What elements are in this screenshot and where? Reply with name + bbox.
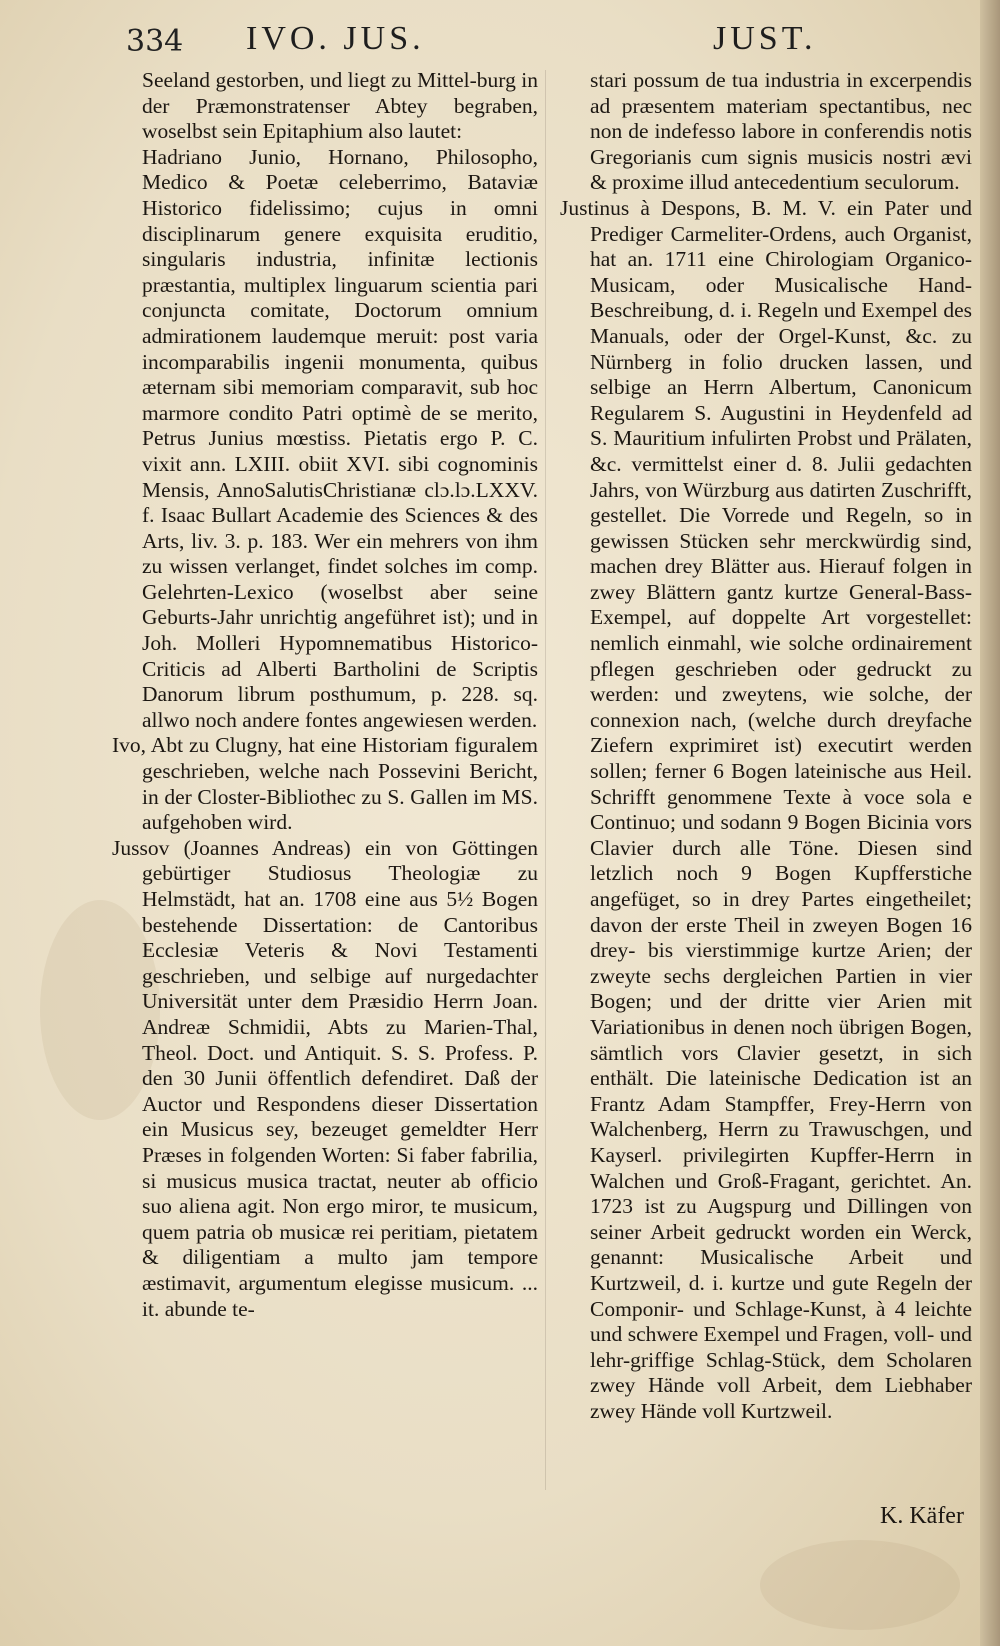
entry-justinus: Justinus à Despons, B. M. V. ein Pater und Prediger Carmeliter-Ordens, auch Organist, hat an. 1711 eine Chirologiam Organico-Musicam, oder Musicalische Hand-Beschreibung, d. i. Regeln und Exempel des Manuals, oder der Orgel-Kunst, &c. zu Nürnberg in folio drucken lassen, und selbige an Herrn Albertum, Canonicum Regularem S. Augustini in Heydenfeld ad S. Mauritium infulirten Probst und Prälaten, &c. vermittelst einer d. 8. Julii gedachten Jahrs, von Würzburg aus datirten Zuschrifft, gestellet. Die Vorrede und Regeln, so in gewissen Stücken sehr merckwürdig sind, machen drey Blätter aus. Hierauf folgen in zwey Blättern gantz kurtze General-Bass-Exempel, auf doppelte Art vorgestellet: nemlich einmahl, wie solche ordinairement pflegen geschrieben oder gedruckt zu werden: und zweytens, wie solche, der connexion nach, (welche durch dreyfache Ziefern exprimiret ist) executirt werden sollen; ferner 6 Bogen lateinische aus Heil. Schrifft genommene Texte à voce sola e Continuo; und sodann 9 Bogen Bicinia vors Clavier durch alle Töne. Diesen sind letzlich noch 9 Bogen Kupfferstiche angefüget, so in drey Partes eingetheilet; davon der erste Theil in zweyen Bogen 16 drey- bis vierstimmige kurtze Arien; der zweyte sechs dergleichen Partien in vier Bogen; und der dritte vier Arien mit Variationibus in denen noch übrigen Bogen, sämtlich vors Clavier gesetzt, in sich enthält. Die lateinische Dedication ist an Frantz Adam Stampffer, Frey-Herrn von Walchenberg, Herrn zu Trawuschgen, und Kayserl. privilegirten Kupffer-Herrn in Walchen und Groß-Fragant, gerichtet. An. 1723 ist zu Augspurg und Dillingen von seiner Arbeit gedruckt worden ein Werck, genannt: Musicalische Arbeit und Kurtzweil, d. i. kurtze und gute Regeln der Componir- und Schlage-Kunst, à 4 leichte und schwere Exempel und Fragen, voll- und lehr-griffige Schlag-Stück, dem Scholaren zwey Hände voll Arbeit, dem Liebhaber zwey Hände voll Kurtzweil. xyxy=(560,195,972,1423)
paragraph: Seeland gestorben, und liegt zu Mittel-burg in der Præmonstratenser Abtey begraben, woselbst sein Epitaphium also lautet: xyxy=(142,68,538,144)
left-column xyxy=(112,68,538,1322)
running-head-left: IVO. JUS. xyxy=(246,20,425,57)
column-divider xyxy=(545,70,546,1490)
entry-jussov: Jussov (Joannes Andreas) ein von Göttingen gebürtiger Studiosus Theologiæ zu Helmstädt, hat an. 1708 eine aus 5½ Bogen bestehende Dissertation: de Cantoribus Ecclesiæ Veteris & Novi Testamenti geschrieben, und selbige auf nurgedachter Universität unter dem Præsidio Herrn Joan. Andreæ Schmidii, Abts zu Marien-Thal, Theol. Doct. und Antiquit. S. S. Profess. P. den 30 Junii öffentlich defendiret. Daß der Auctor und Respondens dieser Dissertation ein Musicus sey, bezeuget gemeldter Herr Præses in folgenden Worten: Si faber fabrilia, si musicus musica tractat, neuter ab officio suo aliena agit. Non ergo miror, te musicum, quem patria ob musicæ rei peritiam, pietatem & diligentiam a multo jam tempore æstimavit, argumentum elegisse musicum. ... it. abunde te- xyxy=(112,835,538,1321)
running-header xyxy=(0,14,1000,70)
epitaph-paragraph: Hadriano Junio, Hornano, Philosopho, Medico & Poetæ celeberrimo, Bataviæ Historico fidelissimo; cujus in omni disciplinarum genere exquisita eruditio, singularis industria, infinitæ lectionis præstantia, multiplex linguarum scientia pari conjuncta comitate, Doctorum omnium admirationem laudemque meruit: post varia incomparabilis ingenii monumenta, quibus æternam sibi memoriam comparavit, sub hoc marmore condito Patri optimè de se merito, Petrus Junius mœstiss. Pietatis ergo P. C. vixit ann. LXIII. obiit XVI. sibi cognominis Mensis, AnnoSalutisChristianæ clɔ.lɔ.LXXV. f. Isaac Bullart Academie des Sciences & des Arts, liv. 3. p. 183. Wer ein mehrers von ihm zu wissen verlanget, findet solches im comp. Gelehrten-Lexico (woselbst aber seine Geburts-Jahr unrichtig angeführet ist); und in Joh. Molleri Hypomnematibus Historico-Criticis ad Alberti Bartholini de Scriptis Danorum librum posthumum, p. 228. sq. allwo noch andere fontes angewiesen werden. xyxy=(142,144,538,732)
page-edge xyxy=(980,0,1000,1646)
entry-ivo: Ivo, Abt zu Clugny, hat eine Historiam figuralem geschrieben, welche nach Possevini Bericht, in der Closter-Bibliothec zu S. Gallen im MS. aufgehoben wird. xyxy=(112,733,538,835)
paper-stain xyxy=(760,1540,960,1630)
page-number: 334 xyxy=(126,24,184,59)
running-head-right: JUST. xyxy=(713,20,817,57)
catchword: K. Käfer xyxy=(880,1503,964,1529)
paragraph: stari possum de tua industria in excerpendis ad præsentem materiam spectantibus, nec non de indefesso labore in conferendis notis Gregorianis cum signis musicis nostri ævi & proxime illud antecedentium seculorum. xyxy=(590,68,972,195)
right-column xyxy=(560,68,972,1424)
